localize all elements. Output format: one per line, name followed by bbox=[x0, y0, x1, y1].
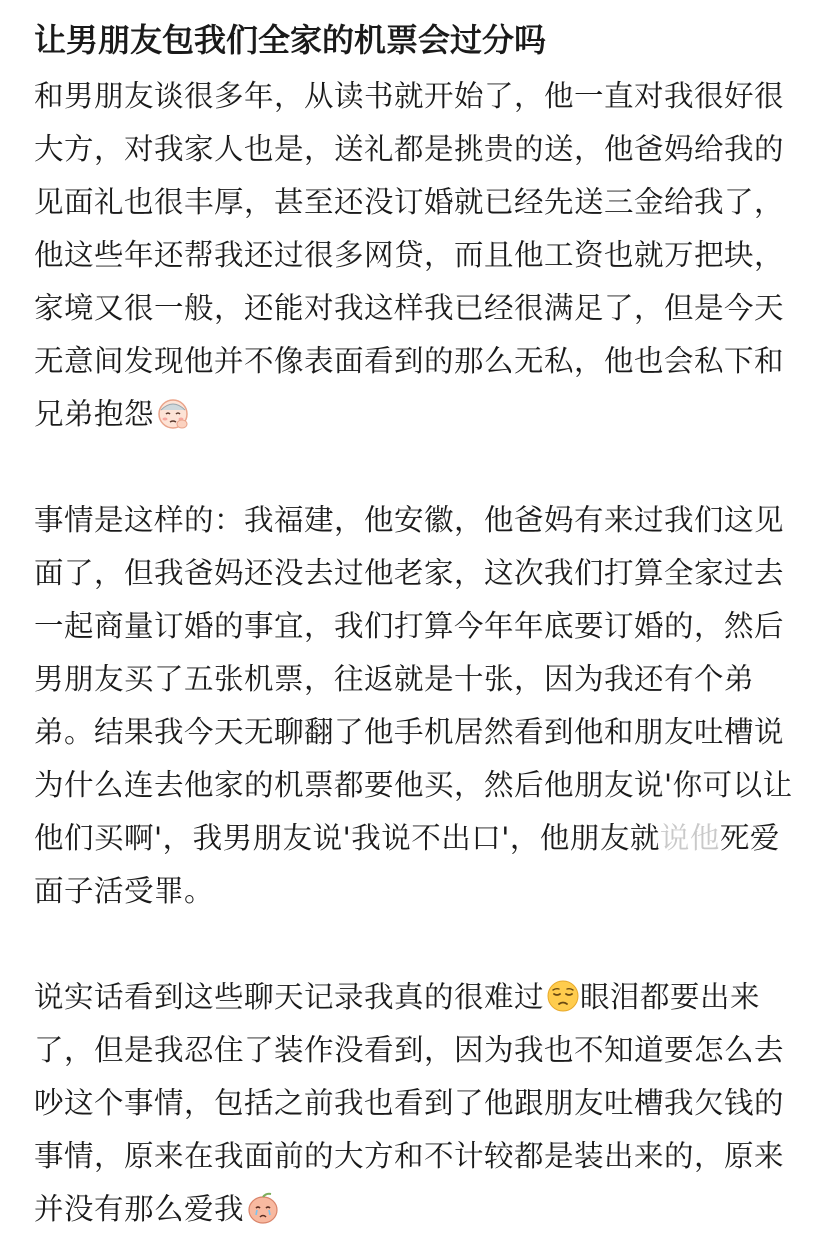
post-paragraph-3 bbox=[34, 971, 794, 1236]
post-title: 让男朋友包我们全家的机票会过分吗 bbox=[34, 21, 547, 59]
post-paragraph-2 bbox=[34, 494, 794, 918]
paragraph-text-a: 说实话看到这些聊天记录我真的很难过 bbox=[34, 980, 545, 1014]
pensive-face-icon bbox=[546, 979, 580, 1013]
paragraph-gap bbox=[34, 441, 794, 494]
paragraph-text: 和男朋友谈很多年，从读书就开始了，他一直对我很好很大方，对我家人也是，送礼都是挑贵的送，他爸妈给我的见面礼也很丰厚，甚至还没订婚就已经先送三金给我了，他这些年还帮我还过很多网贷，而且他工资也就万把块，家境又很一般，还能对我这样我已经很满足了，但是今天无意间发现他并不像表面看到的那么无私，他也会私下和兄弟抱怨 bbox=[34, 79, 785, 431]
paragraph-text-b: 眼泪都要出来了，但是我忍住了装作没看到，因为我也不知道要怎么去吵这个事情，包括之前我也看到了他跟朋友吐槽我欠钱的事情，原来在我面前的大方和不计较都是装出来的，原来并没有那么爱我 bbox=[34, 980, 785, 1226]
post-paragraph-1 bbox=[34, 70, 794, 441]
paragraph-text: 事情是这样的：我福建，他安徽，他爸妈有来过我们这见面了，但我爸妈还没去过他老家，这次我们打算全家过去一起商量订婚的事宜，我们打算今年年底要订婚的，然后男朋友买了五张机票，往返就是十张，因为我还有个弟弟。结果我今天无聊翻了他手机居然看到他和朋友吐槽说为什么连去他家的机票都要他买，然后他朋友说'你可以让他们买啊'，我男朋友说'我说不出口'，他朋友就 bbox=[34, 503, 793, 855]
sad-face-hand-on-cheek-icon bbox=[156, 396, 190, 430]
paragraph-gap bbox=[34, 918, 794, 971]
teary-peach-face-icon bbox=[246, 1191, 280, 1225]
watermark-text: 说他 bbox=[659, 821, 720, 855]
paragraph-text-after: 死爱面子活受罪。 bbox=[34, 821, 780, 908]
